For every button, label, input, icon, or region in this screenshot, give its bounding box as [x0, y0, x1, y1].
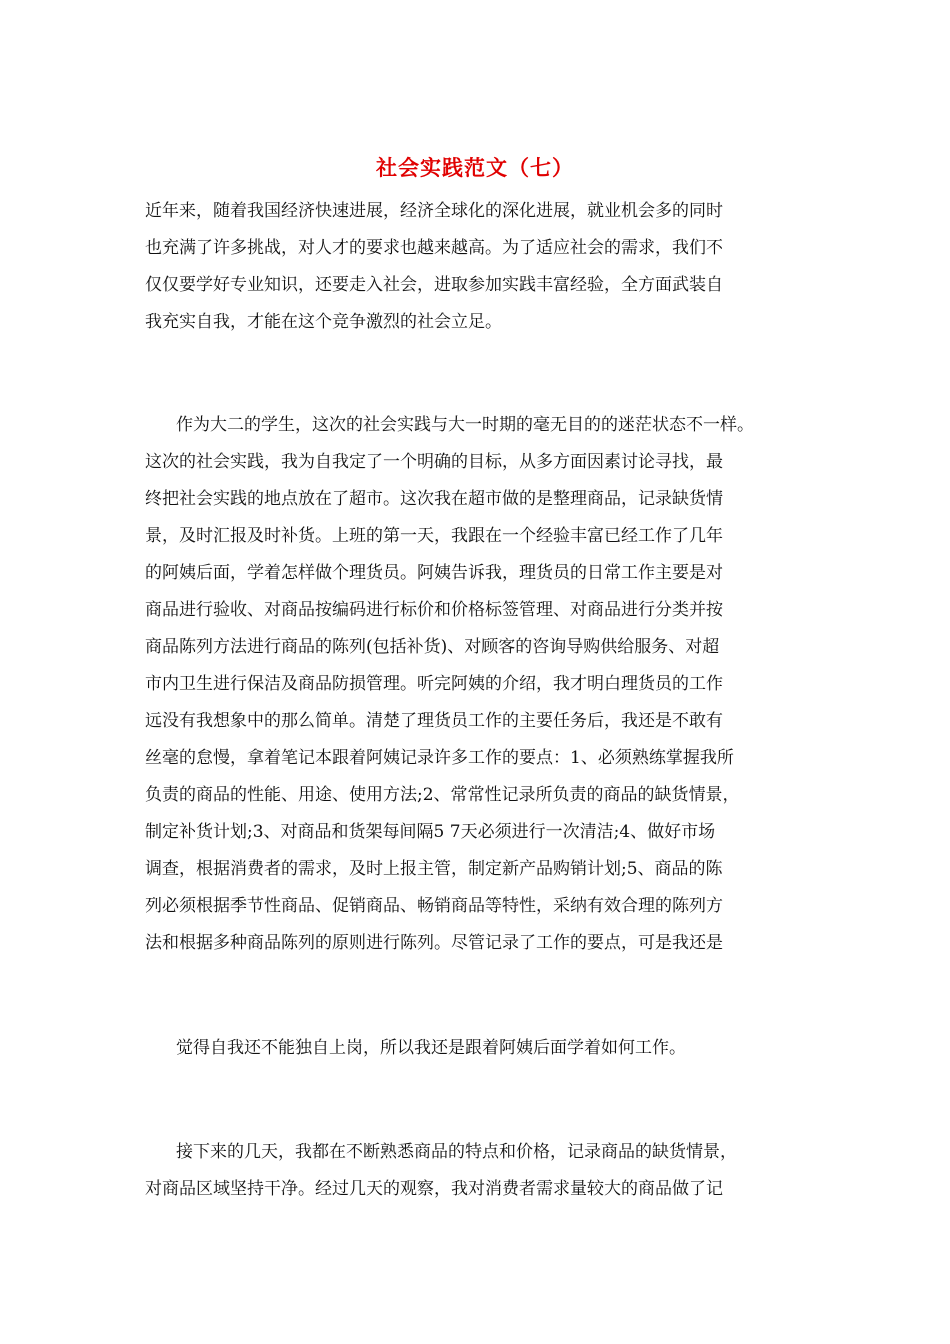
paragraph-3-line-1: 觉得自我还不能独自上岗，所以我还是跟着阿姨后面学着如何工作。	[176, 1038, 686, 1058]
paragraph-2-line-8: 市内卫生进行保洁及商品防损管理。听完阿姨的介绍，我才明白理货员的工作	[145, 674, 723, 694]
paragraph-2-line-15: 法和根据多种商品陈列的原则进行陈列。尽管记录了工作的要点，可是我还是	[145, 933, 723, 953]
paragraph-2-line-2: 这次的社会实践，我为自我定了一个明确的目标，从多方面因素讨论寻找，最	[145, 452, 723, 472]
paragraph-1-line-4: 我充实自我，才能在这个竞争激烈的社会立足。	[145, 312, 502, 332]
paragraph-2-line-9: 远没有我想象中的那么简单。清楚了理货员工作的主要任务后，我还是不敢有	[145, 711, 723, 731]
paragraph-2-line-6: 商品进行验收、对商品按编码进行标价和价格标签管理、对商品进行分类并按	[145, 600, 723, 620]
paragraph-1-line-1: 近年来，随着我国经济快速进展，经济全球化的深化进展，就业机会多的同时	[145, 201, 723, 221]
paragraph-1-line-3: 仅仅要学好专业知识，还要走入社会，进取参加实践丰富经验，全方面武装自	[145, 275, 723, 295]
paragraph-1-line-2: 也充满了许多挑战，对人才的要求也越来越高。为了适应社会的需求，我们不	[145, 238, 723, 258]
paragraph-2-line-11: 负责的商品的性能、用途、使用方法;2、常常性记录所负责的商品的缺货情景，	[145, 785, 740, 805]
paragraph-4-line-1: 接下来的几天，我都在不断熟悉商品的特点和价格，记录商品的缺货情景，	[176, 1142, 737, 1162]
paragraph-2-line-5: 的阿姨后面，学着怎样做个理货员。阿姨告诉我，理货员的日常工作主要是对	[145, 563, 723, 583]
paragraph-2-line-13: 调查，根据消费者的需求，及时上报主管，制定新产品购销计划;5、商品的陈	[145, 859, 723, 879]
document-title: 社会实践范文（七）	[376, 155, 574, 180]
paragraph-2-line-14: 列必须根据季节性商品、促销商品、畅销商品等特性，采纳有效合理的陈列方	[145, 896, 723, 916]
paragraph-2-line-1: 作为大二的学生，这次的社会实践与大一时期的毫无目的的迷茫状态不一样。	[176, 415, 754, 435]
paragraph-2-line-12: 制定补货计划;3、对商品和货架每间隔5 7天必须进行一次清洁;4、做好市场	[145, 822, 716, 842]
paragraph-2-line-10: 丝毫的怠慢，拿着笔记本跟着阿姨记录许多工作的要点：1、必须熟练掌握我所	[145, 748, 734, 768]
paragraph-2-line-3: 终把社会实践的地点放在了超市。这次我在超市做的是整理商品，记录缺货情	[145, 489, 723, 509]
paragraph-2-line-7: 商品陈列方法进行商品的陈列(包括补货)、对顾客的咨询导购供给服务、对超	[145, 637, 720, 657]
paragraph-2-line-4: 景，及时汇报及时补货。上班的第一天，我跟在一个经验丰富已经工作了几年	[145, 526, 723, 546]
paragraph-4-line-2: 对商品区域坚持干净。经过几天的观察，我对消费者需求量较大的商品做了记	[145, 1179, 723, 1199]
